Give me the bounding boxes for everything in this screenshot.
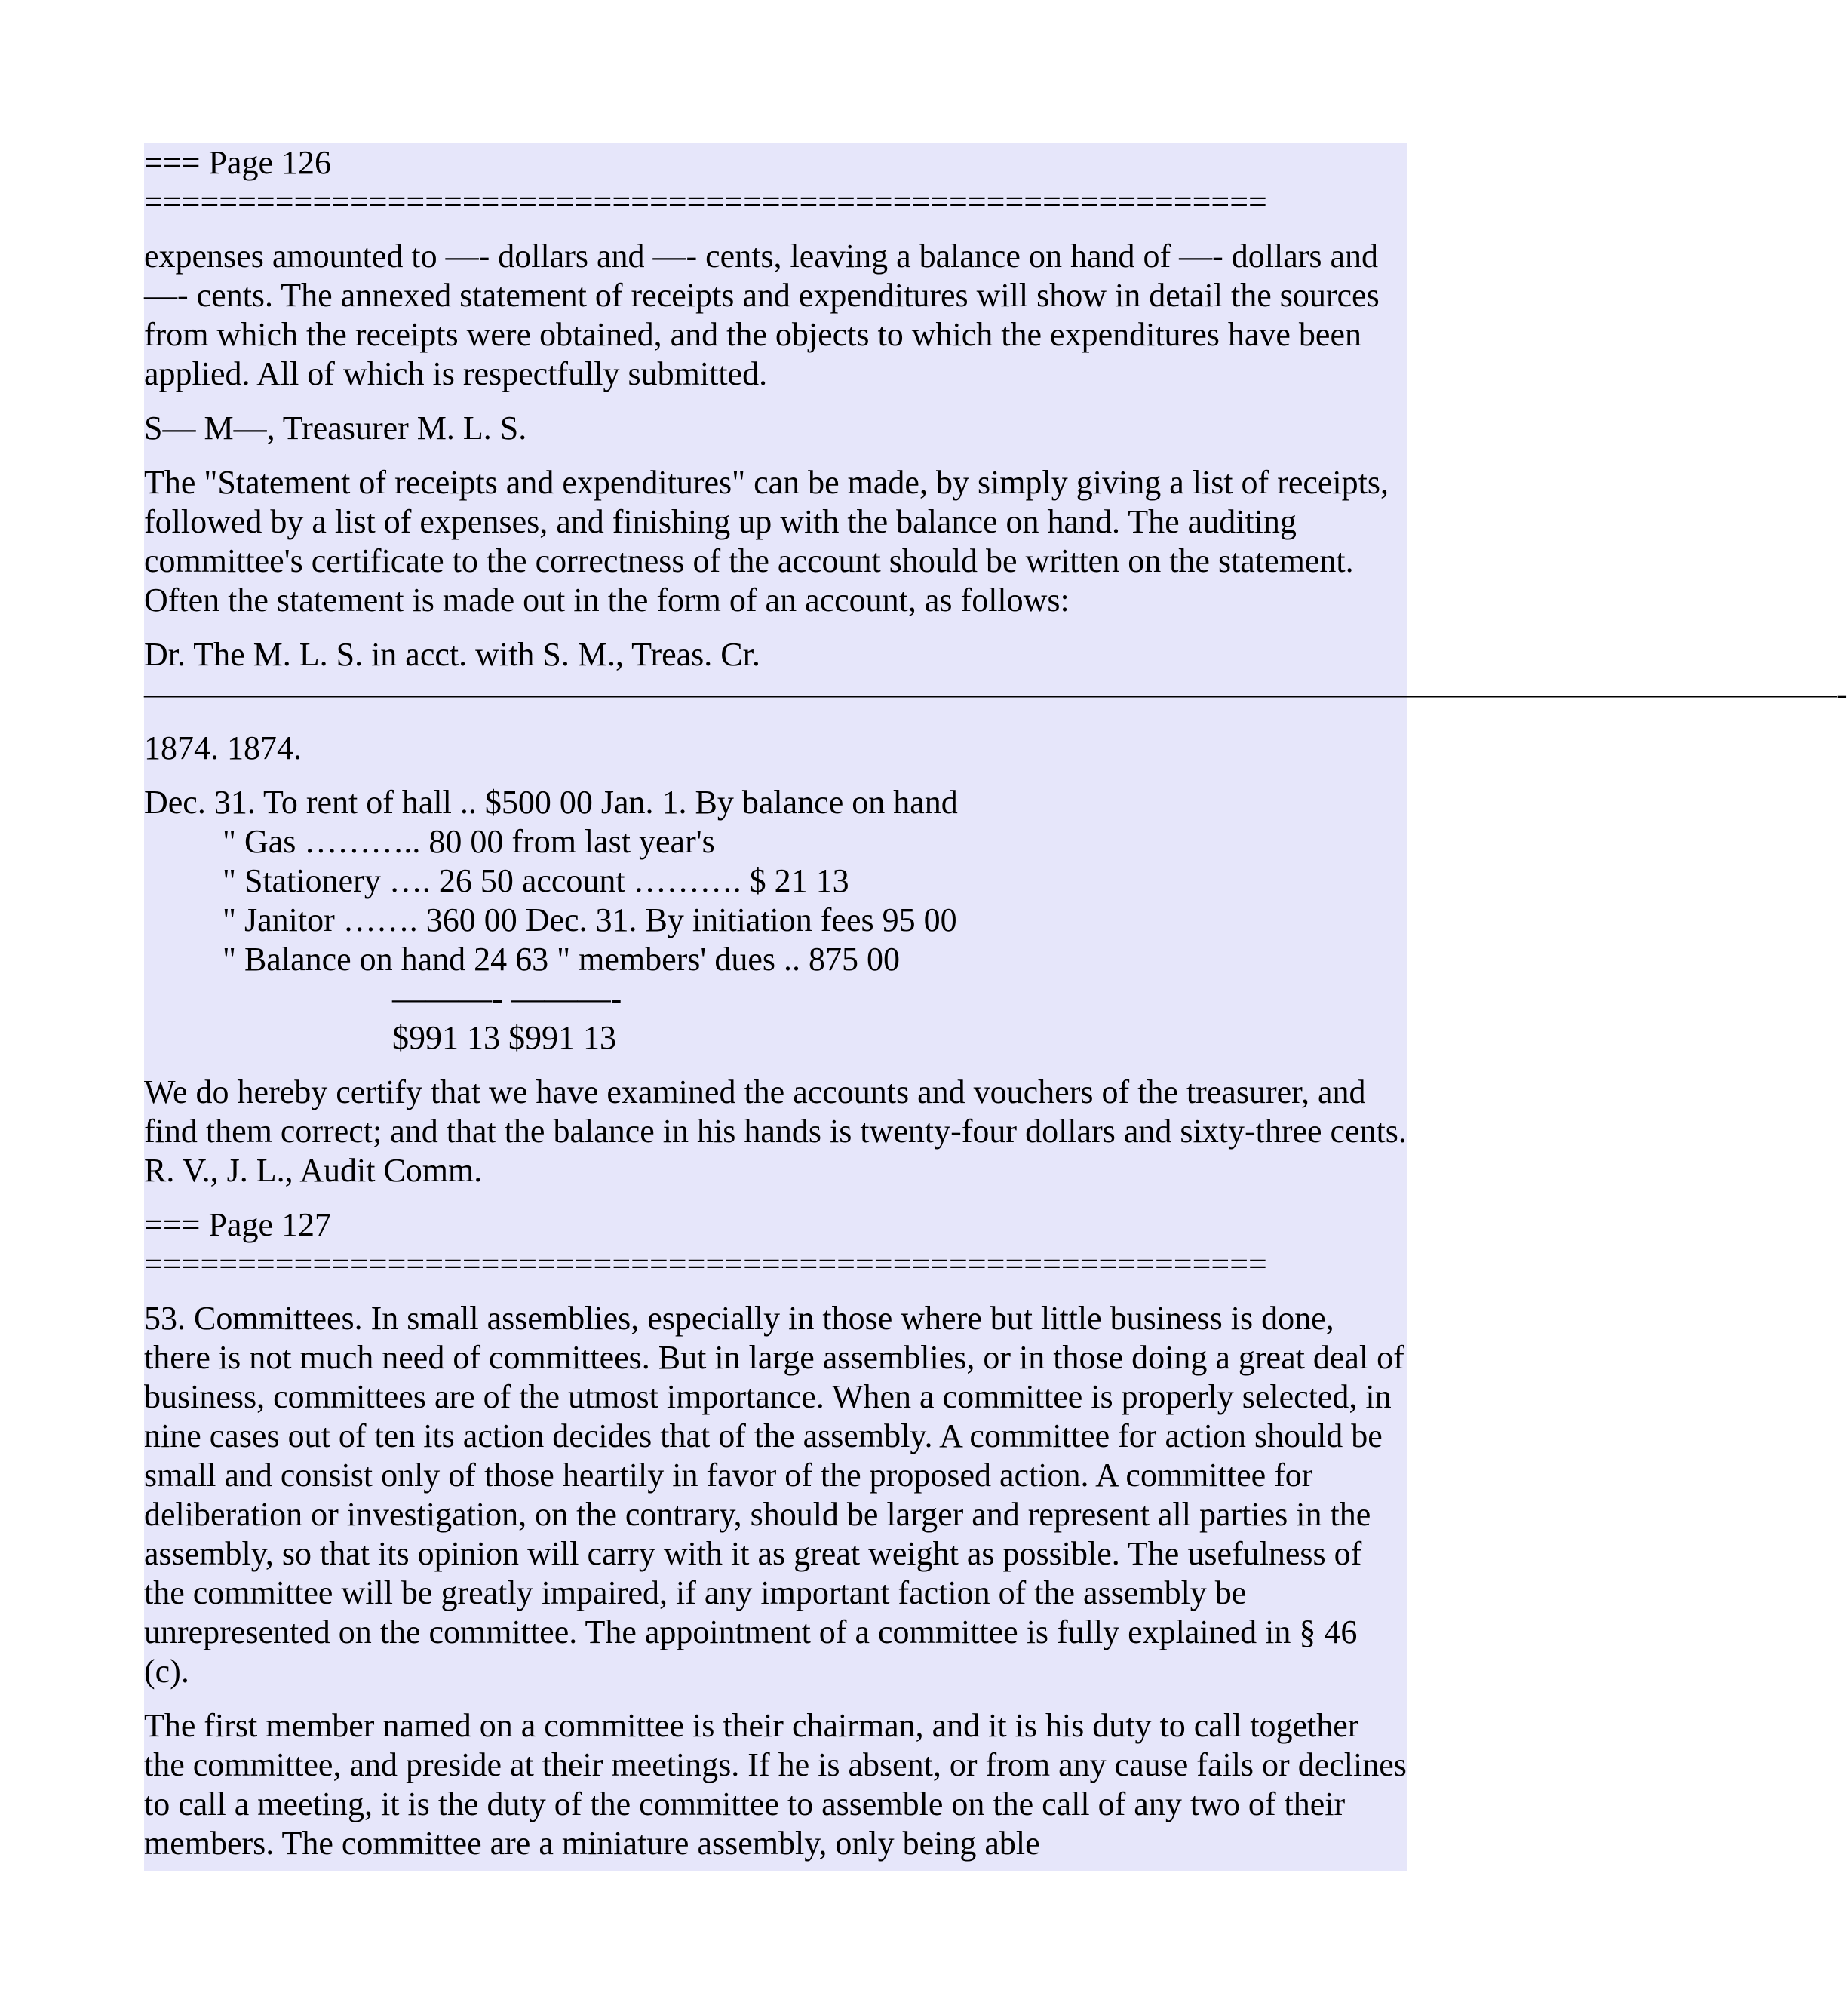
account-line: " Janitor ……. 360 00 Dec. 31. By initiation fees 95 00: [223, 901, 957, 938]
account-years: 1874. 1874.: [144, 729, 302, 766]
account-line: " Gas ……….. 80 00 from last year's: [223, 823, 715, 860]
page-header: === Page 127: [144, 1206, 331, 1243]
totals-rule: ———- ———-: [392, 980, 622, 1017]
paragraph-chairman: The first member named on a committee is their chairman, and it is his duty to call together the committee, and preside at their meetings. If he is absent, or from any cause fails or declines to call a meeting, it is the duty of the committee to assemble on the call of any two of their members. The committee are a miniature assembly, only being able: [144, 1707, 1407, 1862]
account-totals: $991 13 $991 13: [392, 1019, 616, 1056]
audit-certificate: We do hereby certify that we have examined the accounts and vouchers of the treasurer, and find them correct; and that the balance in his hands is twenty-four dollars and sixty-three cents. R. V., J. L., Audit Comm.: [144, 1073, 1407, 1189]
treasurer-signature: S— M—, Treasurer M. L. S.: [144, 410, 527, 447]
account-line: " Balance on hand 24 63 " members' dues .. 875 00: [223, 941, 901, 978]
page-header: === Page 126: [144, 144, 331, 181]
document-page: [144, 143, 1848, 1871]
page-separator: ============================================================: [144, 183, 1267, 220]
account-table: [144, 783, 1407, 1058]
account-line: " Stationery …. 26 50 account ………. $ 21 13: [223, 862, 849, 899]
paragraph-statement: The "Statement of receipts and expenditures" can be made, by simply giving a list of receipts, followed by a list of expenses, and finishing up with the balance on hand. The auditing committee's certificate to the correctness of the account should be written on the statement. Often the statement is made out in the form of an account, as follows:: [144, 464, 1389, 619]
paragraph-committees: 53. Committees. In small assemblies, especially in those where but little business is done, there is not much need of committees. But in large assemblies, or in those doing a great deal of business, committees are of the utmost importance. When a committee is properly selected, in nine cases out of ten its action decides that of the assembly. A committee for action should be small and consist only of those heartily in favor of the proposed action. A committee for deliberation or investigation, on the contrary, should be larger and represent all parties in the assembly, so that its opinion will carry with it as great weight as possible. The usefulness of the committee will be greatly impaired, if any important faction of the assembly be unrepresented on the committee. The appointment of a committee is fully explained in § 46 (c).: [144, 1300, 1404, 1690]
page-separator: ============================================================: [144, 1245, 1267, 1282]
account-rule: ———————————————————————————————————————————————————-: [144, 675, 1848, 712]
paragraph-intro: expenses amounted to —- dollars and —- cents, leaving a balance on hand of —- dollars and —- cents. The annexed statement of receipts and expenditures will show in detail the sources from which the receipts were obtained, and the objects to which the expenditures have been applied. All of which is respectfully submitted.: [144, 238, 1380, 392]
account-heading: Dr. The M. L. S. in acct. with S. M., Treas. Cr.: [144, 636, 760, 673]
account-line: Dec. 31. To rent of hall .. $500 00 Jan. 1. By balance on hand: [144, 784, 958, 821]
